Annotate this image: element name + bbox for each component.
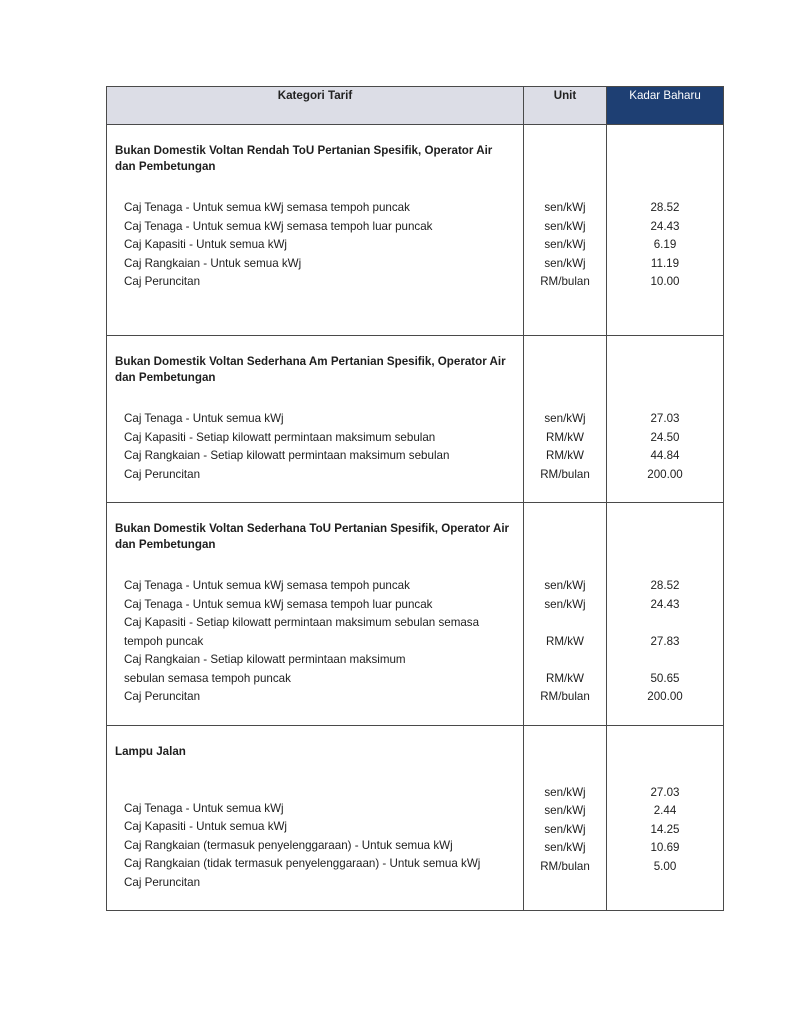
header-category: Kategori Tarif bbox=[107, 87, 524, 125]
tariff-item-rate: 28.52 bbox=[650, 201, 680, 214]
tariff-item-unit: sen/kWj bbox=[544, 579, 586, 592]
section-rate-cell bbox=[607, 503, 724, 726]
section-rate-cell bbox=[607, 336, 724, 503]
tariff-item-rate: 11.19 bbox=[650, 256, 680, 270]
section-items bbox=[107, 386, 523, 502]
tariff-item-unit: sen/kWj bbox=[544, 822, 586, 836]
header-rate: Kadar Baharu bbox=[607, 87, 724, 125]
tariff-item-label: Caj Tenaga - Untuk semua kWj bbox=[124, 412, 284, 425]
tariff-item-unit: RM/bulan bbox=[540, 859, 590, 873]
tariff-item-unit: RM/kW bbox=[546, 449, 584, 462]
tariff-item-rate: 24.50 bbox=[650, 430, 680, 444]
tariff-item-rate: 6.19 bbox=[653, 238, 677, 251]
section-unit-cell bbox=[524, 725, 607, 911]
section-title: Lampu Jalan bbox=[115, 744, 186, 758]
section-category-cell bbox=[107, 125, 524, 336]
section-title: Bukan Domestik Voltan Sederhana ToU Pertanian Spesifik, Operator Air dan Pembetungan bbox=[115, 522, 510, 551]
tariff-item-unit: sen/kWj bbox=[544, 597, 586, 611]
tariff-item-label: Caj Peruncitan bbox=[124, 875, 201, 889]
section-row bbox=[107, 125, 724, 336]
tariff-item-unit: sen/kWj bbox=[544, 841, 586, 854]
tariff-item-rate: 200.00 bbox=[647, 690, 683, 703]
tariff-item-rate: 28.52 bbox=[650, 579, 680, 592]
tariff-item-label: Caj Kapasiti - Setiap kilowatt permintaan maksimum sebulan semasa tempoh puncak bbox=[124, 616, 480, 648]
section-unit-cell bbox=[524, 503, 607, 726]
section-items bbox=[107, 553, 523, 725]
section-title: Bukan Domestik Voltan Sederhana Am Pertanian Spesifik, Operator Air dan Pembetungan bbox=[115, 355, 506, 384]
tariff-item-label: Caj Tenaga - Untuk semua kWj semasa tempoh luar puncak bbox=[124, 597, 433, 611]
tariff-item-rate: 27.83 bbox=[650, 634, 680, 648]
section-category-cell bbox=[107, 725, 524, 911]
tariff-item-unit: sen/kWj bbox=[544, 412, 586, 425]
tariff-item-unit: RM/kW bbox=[546, 634, 584, 648]
tariff-item-label: Caj Rangkaian (termasuk penyelenggaraan) - Untuk semua kWj bbox=[124, 838, 453, 852]
tariff-item-rate: 44.84 bbox=[650, 449, 680, 462]
tariff-item-label: Caj Kapasiti - Setiap kilowatt permintaan maksimum sebulan bbox=[124, 430, 436, 444]
tariff-item-rate: 24.43 bbox=[650, 597, 680, 611]
tariff-item-label: Caj Kapasiti - Untuk semua kWj bbox=[124, 820, 288, 833]
tariff-item-label: Caj Tenaga - Untuk semua kWj semasa tempoh luar puncak bbox=[124, 219, 433, 233]
tariff-item-label: Caj Rangkaian - Setiap kilowatt permintaan maksimum sebulan semasa tempoh puncak bbox=[124, 653, 406, 685]
section-title: Bukan Domestik Voltan Rendah ToU Pertanian Spesifik, Operator Air dan Pembetungan bbox=[115, 144, 493, 173]
tariff-item-label: Caj Peruncitan bbox=[124, 467, 201, 481]
tariff-item-label: Caj Peruncitan bbox=[124, 690, 201, 703]
section-items bbox=[107, 776, 523, 911]
tariff-item-unit: RM/bulan bbox=[540, 690, 590, 703]
tariff-item-rate: 27.03 bbox=[650, 785, 680, 799]
tariff-item-rate: 10.69 bbox=[650, 841, 680, 854]
section-unit-cell bbox=[524, 125, 607, 336]
tariff-item-unit: sen/kWj bbox=[544, 219, 586, 233]
tariff-item-rate: 50.65 bbox=[650, 671, 680, 685]
tariff-item-rate: 14.25 bbox=[650, 822, 680, 836]
tariff-item-unit: RM/bulan bbox=[540, 275, 590, 288]
tariff-item-label: Caj Peruncitan bbox=[124, 275, 201, 288]
tariff-item-label: Caj Tenaga - Untuk semua kWj semasa tempoh puncak bbox=[124, 579, 410, 592]
header-unit: Unit bbox=[524, 87, 607, 125]
tariff-table bbox=[106, 86, 724, 911]
section-rate-cell bbox=[607, 725, 724, 911]
tariff-item-rate: 24.43 bbox=[650, 219, 680, 233]
tariff-item-unit: sen/kWj bbox=[544, 201, 586, 214]
tariff-item-rate: 10.00 bbox=[650, 275, 680, 288]
tariff-item-label: Caj Tenaga - Untuk semua kWj semasa tempoh puncak bbox=[124, 201, 410, 214]
tariff-item-unit: RM/kW bbox=[546, 430, 584, 444]
tariff-item-unit: RM/bulan bbox=[540, 467, 590, 481]
section-rate-cell bbox=[607, 125, 724, 336]
section-category-cell bbox=[107, 503, 524, 726]
section-unit-cell bbox=[524, 336, 607, 503]
section-items bbox=[107, 175, 523, 310]
section-category-cell bbox=[107, 336, 524, 503]
tariff-item-rate: 2.44 bbox=[653, 804, 677, 817]
tariff-item-label: Caj Rangkaian (tidak termasuk penyelenggaraan) - Untuk semua kWj bbox=[124, 857, 481, 870]
section-row bbox=[107, 725, 724, 911]
section-row bbox=[107, 503, 724, 726]
tariff-item-label: Caj Tenaga - Untuk semua kWj bbox=[124, 801, 284, 815]
tariff-item-unit: sen/kWj bbox=[544, 804, 586, 817]
tariff-item-label: Caj Rangkaian - Untuk semua kWj bbox=[124, 256, 302, 270]
tariff-item-rate: 200.00 bbox=[647, 467, 683, 481]
tariff-item-unit: sen/kWj bbox=[544, 256, 586, 270]
tariff-item-unit: sen/kWj bbox=[544, 785, 586, 799]
section-row bbox=[107, 336, 724, 503]
tariff-item-label: Caj Rangkaian - Setiap kilowatt permintaan maksimum sebulan bbox=[124, 449, 450, 462]
tariff-item-label: Caj Kapasiti - Untuk semua kWj bbox=[124, 238, 288, 251]
tariff-item-rate: 27.03 bbox=[650, 412, 680, 425]
tariff-item-unit: RM/kW bbox=[546, 671, 584, 685]
tariff-item-unit: sen/kWj bbox=[544, 238, 586, 251]
table-header-row bbox=[107, 87, 724, 125]
tariff-item-rate: 5.00 bbox=[653, 859, 677, 873]
